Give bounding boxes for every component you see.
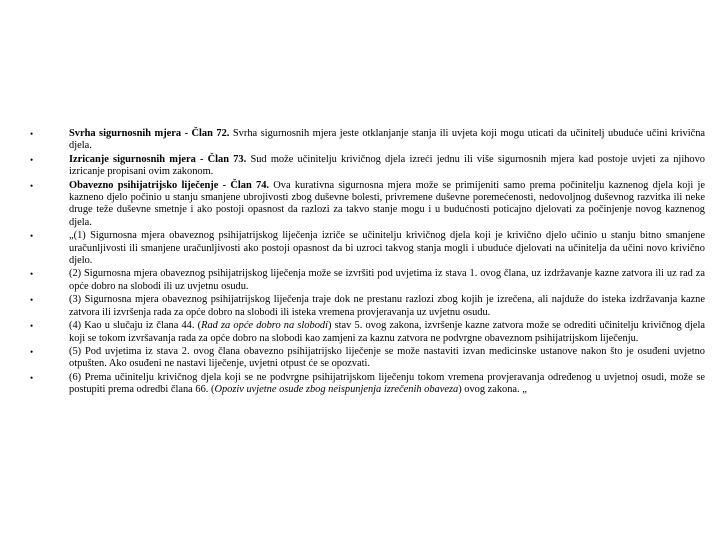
bullet-icon: • [30, 269, 34, 280]
bullet-icon: • [30, 372, 34, 383]
item-text: ) stav 5. ovog zakona, izvršenje kazne zatvora može se odrediti učinitelju krivičnog djela koji se tokom izvršavanja rada za opće dobro na slobodi kao zamjeni za kaznu zatvora ne podvrgne obaveznom psihijatrijskom liječenju. [69, 320, 706, 344]
bullet-icon: • [30, 154, 34, 165]
bullet-icon: • [30, 346, 34, 357]
item-text: Sud može učinitelju krivičnog djela izreći jednu ili više sigurnosnih mjera kad postoje uvjeti za njihovo izricanje propisani ovim zakonom. [69, 153, 705, 178]
list-item [30, 154, 705, 179]
list-item [30, 346, 705, 371]
list-item [30, 268, 705, 293]
item-text: (3) Sigurnosna mjera obaveznog psihijatrijskog liječenja traje dok ne prestanu razlozi zbog kojih je izrečena, ali najduže do isteka izdržavanja kazne zatvora ili izvršenja rada za opće dobro na slobodi ili isteka vremena provjeravanja uz uvjetnu osudu. [69, 294, 705, 318]
bullet-icon: • [30, 129, 34, 139]
item-text: (2) Sigurnosna mjera obaveznog psihijatrijskog liječenja može se izvršiti pod uvjetima iz stava 1. ovog člana, uz izdržavanje kazne zatvora ili uz rad za opće dobro na slobodi ili uz uvjetnu osudu. [69, 268, 705, 292]
bullet-list [30, 128, 705, 398]
item-text: (4) Kao u slučaju iz člana 44. ( [69, 320, 202, 332]
bullet-icon: • [30, 321, 34, 332]
item-text: Ova kurativna sigurnosna mjera može se primijeniti samo prema počinitelju kaznenog djela koji je kazneno djelo počinio u stanju smanjene ubrojivosti zbog duševne bolesti, privremene duševne poremećenosti, nedovoljnog duševnog razvitka ili neke druge teže duševne smetnje i ako postoji opasnost da razlozi za takvo stanje mogu i u budućnosti poticajno djelovati za počinjenje novog kaznenog djela. [69, 179, 705, 228]
bullet-icon: • [30, 295, 34, 306]
item-text: Svrha sigurnosnih mjera jeste otklanjanje stanja ili uvjeta koji mogu uticati da učinitelj ubuduće učini krivična djela. [69, 128, 705, 152]
item-text: „(1) Sigurnosna mjera obaveznog psihijatrijskog liječenja izriče se učinitelju krivičnog djela koji je krivično djelo učinio u stanju bitno smanjene uračunljivosti ili smanjene uračunljivosti ako postoji opasnost da bi uzroci takvog stanja mogli i ubuduće djelovati na učinitelja da učini novo krivično djelo. [69, 230, 705, 267]
list-item [30, 372, 705, 397]
item-text: (5) Pod uvjetima iz stava 2. ovog člana obavezno psihijatrijsko liječenje se može nastaviti izvan medicinske ustanove nakon što je osuđeni uvjetno otpušten. Ako osuđeni ne nastavi liječenje, uvjetni otpust će se opozvati. [69, 345, 705, 370]
list-item [30, 320, 705, 345]
bullet-icon: • [30, 231, 34, 242]
list-item [30, 180, 705, 230]
list-item [30, 294, 705, 319]
list-item [30, 230, 705, 267]
list-item [30, 128, 705, 153]
item-italic-text: Opoziv uvjetne osude zbog neispunjenja izrečenih obaveza [214, 384, 459, 396]
item-text: ) ovog zakona. „ [458, 384, 527, 396]
item-text: (6) Prema učinitelju krivičnog djela koji se ne podvrgne psihijatrijskom liječenju tokom vremena provjeravanja određenog u uvjetnoj osudi, može se postupiti prema odredbi člana 66. ( [69, 371, 705, 396]
item-italic-text: Rad za opće dobro na slobodi [201, 320, 328, 332]
item-title: Izricanje sigurnosnih mjera - Član 73. [69, 153, 247, 165]
bullet-icon: • [30, 180, 34, 191]
item-title: Svrha sigurnosnih mjera - Član 72. [69, 128, 230, 139]
item-title: Obavezno psihijatrijsko liječenje - Član 74. [69, 179, 269, 191]
